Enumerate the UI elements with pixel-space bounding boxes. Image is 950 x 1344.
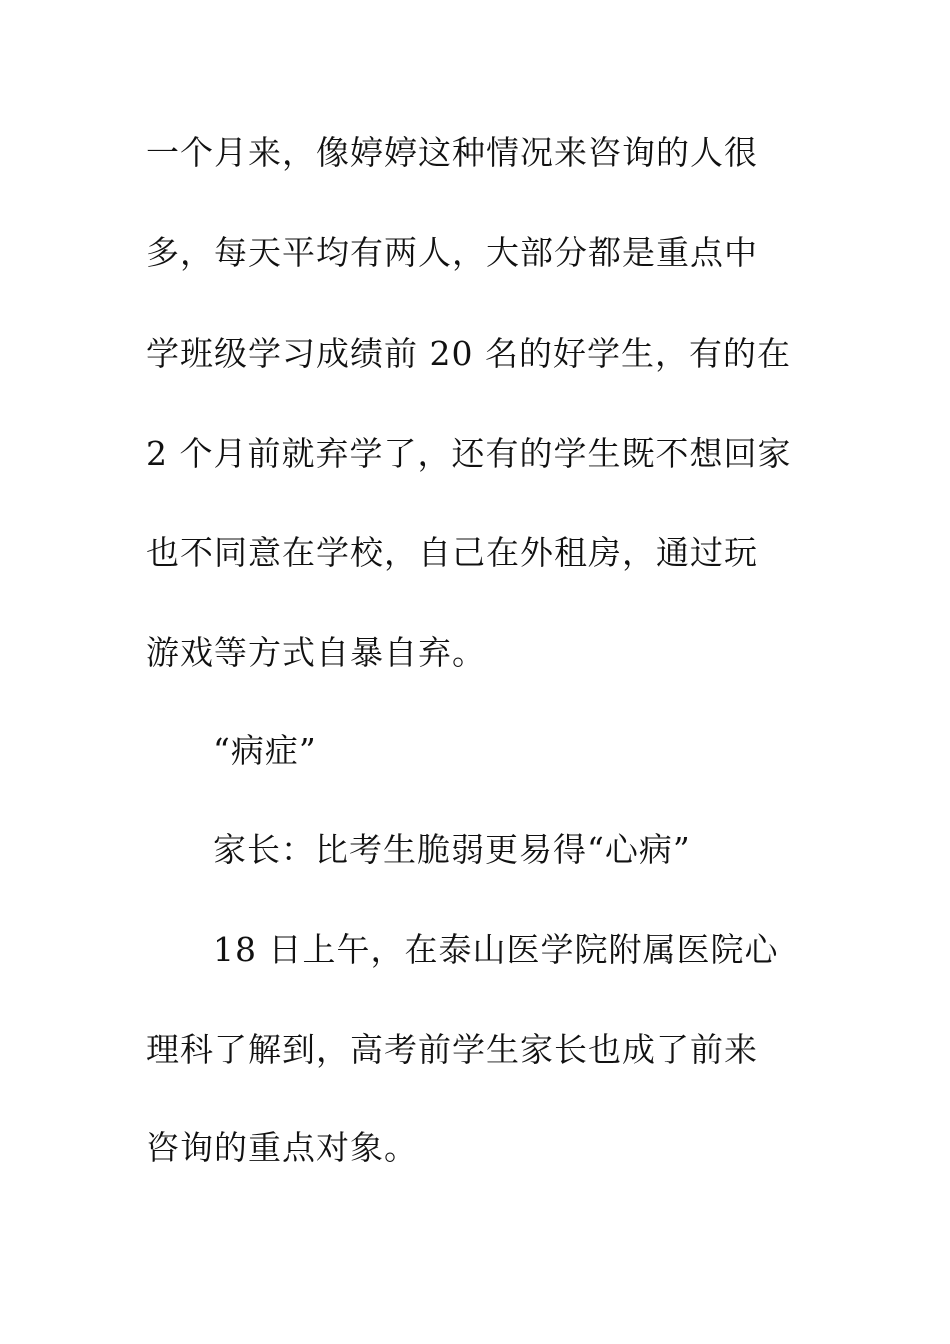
- paragraph-line: 2 个月前就弃学了，还有的学生既不想回家: [146, 434, 792, 473]
- paragraph-line: 一个月来，像婷婷这种情况来咨询的人很: [146, 133, 758, 172]
- paragraph-line: 也不同意在学校，自己在外租房，通过玩: [146, 533, 758, 572]
- paragraph-line: 游戏等方式自暴自弃。: [146, 633, 486, 672]
- paragraph-line: 18 日上午，在泰山医学院附属医院心: [213, 930, 779, 969]
- paragraph-line: 学班级学习成绩前 20 名的好学生，有的在: [146, 334, 791, 373]
- subheading: 家长：比考生脆弱更易得“心病”: [213, 830, 691, 869]
- paragraph-line: 咨询的重点对象。: [146, 1128, 418, 1167]
- paragraph-line: 多，每天平均有两人，大部分都是重点中: [146, 233, 758, 272]
- section-heading: “病症”: [213, 731, 317, 770]
- paragraph-line: 理科了解到，高考前学生家长也成了前来: [146, 1030, 758, 1069]
